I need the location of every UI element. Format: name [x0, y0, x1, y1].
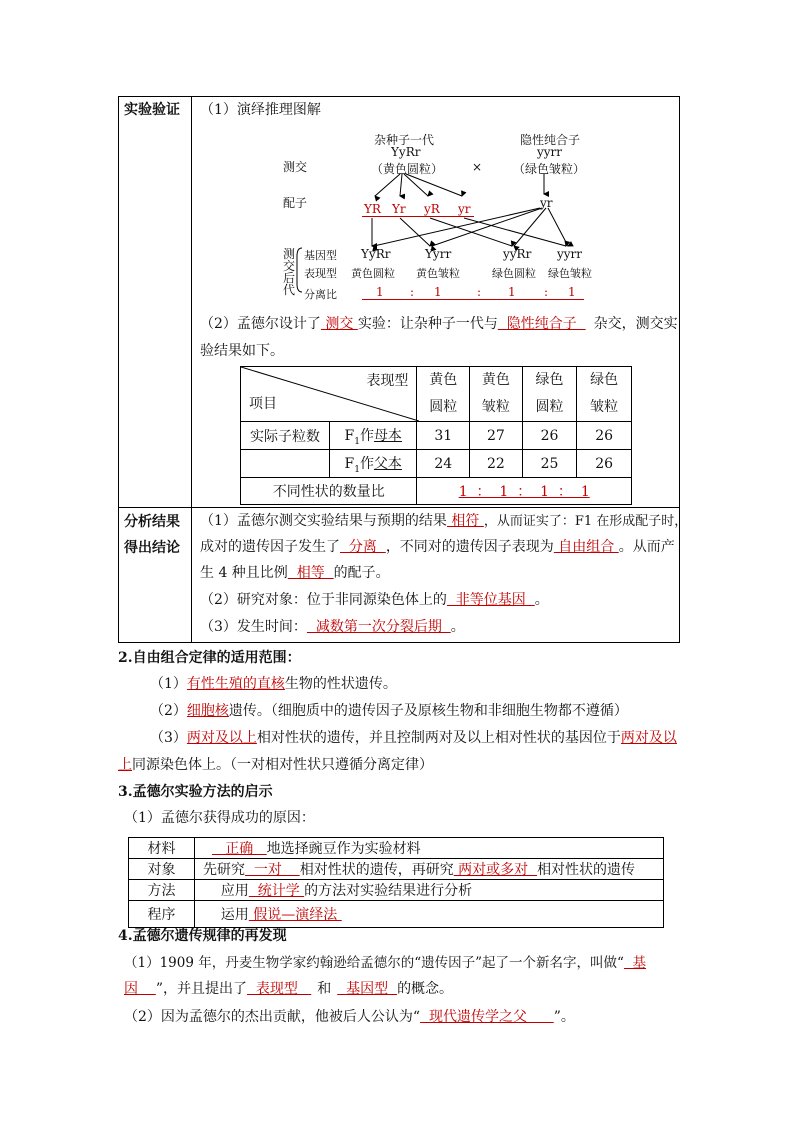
ratio-colon3: : — [544, 285, 549, 299]
verify-sub1: （1）演绎推理图解 — [200, 102, 321, 118]
s4-l1-a: （1）1909 年，丹麦生物学家约翰逊给孟德尔的“遗传因子”起了一个新名字，叫做“ — [124, 955, 624, 971]
ratio-1c: 1 — [508, 285, 516, 299]
gamete-yr2: Yr — [392, 202, 406, 216]
s2-l1-u: 有性生殖的直核 — [186, 676, 285, 692]
parent1-pheno: （黄色圆粒） — [371, 162, 444, 176]
s4-l2-b: 和 — [317, 981, 332, 997]
ratio-colon1: : — [410, 285, 415, 299]
parent2-pheno: （绿色皱粒） — [513, 162, 586, 176]
m-label-2: 方法 — [129, 880, 195, 901]
offspring-side: 测交后代 — [283, 247, 296, 297]
r1c3: 26 — [522, 422, 577, 450]
conc-p1-l1 — [200, 510, 687, 530]
row2-sub — [241, 450, 416, 477]
col4-a: 绿色 — [590, 372, 619, 388]
m2-a: 应用 — [203, 883, 249, 899]
p1-u1: 相符 — [446, 513, 484, 529]
parent2-geno: yyrr — [537, 145, 563, 159]
s4-l2-u3: 基因型 — [337, 981, 398, 997]
m-row-2 — [195, 880, 664, 901]
m3-a: 运用 — [203, 907, 249, 923]
off3-pheno: 绿色圆粒 — [492, 267, 536, 280]
col-green-wrinkled — [577, 367, 632, 422]
s4-l3 — [124, 1006, 575, 1026]
p1-u3: 自由组合 — [553, 539, 619, 555]
gamete-p2: yr — [540, 196, 553, 210]
s4-l1 — [124, 951, 646, 971]
s4-l3-b: ”。 — [553, 1009, 575, 1025]
cross-arrows — [0, 0, 794, 320]
results-header-corner — [241, 367, 417, 422]
ratio-underline — [362, 299, 584, 300]
p2-a: （2）研究对象：位于非同源染色体上的 — [200, 592, 447, 608]
verify-label: 实验验证 — [124, 102, 180, 118]
actual-row-cell — [241, 422, 417, 450]
ratio-colon2: : — [477, 285, 482, 299]
m-label-3: 程序 — [129, 901, 195, 928]
p1-u4: 相等 — [287, 565, 334, 581]
col3-b: 圆粒 — [535, 399, 564, 415]
m-label-0: 材料 — [129, 838, 195, 859]
s4-title: 4.孟德尔遗传规律的再发现 — [118, 928, 287, 944]
results-table — [240, 366, 632, 505]
s2-l2 — [150, 700, 628, 720]
s3-title: 3.孟德尔实验方法的启示 — [118, 784, 273, 800]
row2-sub-num: 1 — [354, 464, 360, 475]
r2c4: 26 — [577, 450, 632, 478]
s2-l4-u: 上 — [118, 757, 132, 773]
gamete-yr3: yR — [424, 202, 440, 216]
s2-l3 — [150, 727, 677, 747]
row1-sub: 1 — [354, 436, 360, 447]
sub2-line2: 验结果如下。 — [200, 343, 284, 359]
parent2-name: 隐性纯合子 — [520, 133, 581, 147]
conc-p2 — [200, 589, 549, 609]
m-row-0 — [195, 838, 664, 859]
p1-e: 。从而产 — [618, 539, 675, 555]
conclusion-label1: 分析结果 — [124, 514, 180, 530]
sub2-blank2: 隐性纯合子 — [497, 316, 586, 332]
p3-b: 。 — [450, 619, 465, 635]
row2-f: F — [344, 455, 355, 472]
s2-l3-u1: 两对及以上 — [186, 730, 257, 746]
col1-b: 圆粒 — [429, 399, 458, 415]
r1c1: 31 — [417, 422, 470, 450]
m1-c: 相对性状的遗传 — [537, 862, 636, 878]
p2-b: 。 — [534, 592, 549, 608]
m1-a: 先研究 — [203, 862, 245, 878]
main-table-row-divider — [118, 507, 680, 508]
m0-b: 地选择豌豆作为实验材料 — [266, 841, 421, 857]
col-green-round — [522, 367, 577, 422]
ratio-1a: 1 — [376, 285, 384, 299]
ratio-1d: 1 — [568, 285, 576, 299]
s2-l1-b: 生物的性状遗传。 — [284, 676, 397, 692]
parent1-geno: YyRr — [391, 145, 421, 159]
off4-geno: yyrr — [557, 247, 583, 261]
p1-g: 的配子。 — [333, 565, 390, 581]
s2-l2-u: 细胞核 — [186, 703, 229, 719]
actual-sub — [241, 422, 416, 449]
s2-l4-c: 同源染色体上。（一对相对性状只遵循分离定律） — [132, 757, 433, 773]
r1c4: 26 — [577, 422, 632, 450]
row1-mother: 母本 — [373, 427, 402, 444]
m3-u: 假说—演绎法 — [248, 907, 342, 923]
row2-label — [330, 450, 417, 477]
off2-pheno: 黄色皱粒 — [416, 267, 460, 280]
sub2-b: 实验：让杂种子一代与 — [357, 316, 498, 332]
m1-u2: 两对或多对 — [453, 862, 538, 878]
geno-label: 基因型 — [304, 249, 337, 262]
m0-a — [203, 841, 212, 857]
conc-p3 — [200, 616, 465, 636]
r2c2: 22 — [470, 450, 523, 478]
row2-cell — [241, 450, 417, 478]
r1c2: 27 — [470, 422, 523, 450]
m-label-1: 对象 — [129, 859, 195, 880]
p2-u: 非等位基因 — [446, 592, 535, 608]
s4-l3-u: 现代遗传学之父 — [420, 1009, 554, 1025]
row2-blank — [241, 450, 330, 477]
r2c1: 24 — [417, 450, 470, 478]
s2-l3-b: 相对性状的遗传，并且控制两对及以上相对性状的基因位于 — [256, 730, 621, 746]
cross-label: 测交 — [283, 160, 308, 174]
row1-label — [330, 422, 417, 449]
s2-l2-a: （2） — [150, 703, 187, 719]
m1-u: 一对 — [245, 862, 300, 878]
off1-pheno: 黄色圆粒 — [351, 267, 395, 280]
p1-d: ，不同对的遗传因子表现为 — [385, 539, 554, 555]
parent1-name: 杂种子一代 — [374, 133, 435, 147]
col3-a: 绿色 — [535, 372, 564, 388]
cross-sign: × — [472, 160, 483, 174]
s2-l3-u2: 两对及以 — [620, 730, 677, 746]
col1-a: 黄色 — [429, 372, 458, 388]
s4-l2-a: ”，并且提出了 — [155, 981, 247, 997]
s4-l2-c: 的概念。 — [397, 981, 454, 997]
p1-b: ，从而证实了：F1 在形成配子时， — [483, 514, 688, 529]
m-row-3 — [195, 901, 664, 928]
ratio-1b: 1 — [434, 285, 442, 299]
s4-l2-u1: 因 — [124, 981, 156, 997]
methods-table — [128, 837, 664, 928]
conc-p1-l3 — [200, 562, 390, 582]
p1-u2: 分离 — [340, 539, 386, 555]
s2-l2-b: 遗传。（细胞质中的遗传因子及原核生物和非细胞生物都不遵循） — [228, 703, 628, 719]
col-yellow-round — [417, 367, 470, 422]
col4-b: 皱粒 — [590, 399, 619, 415]
col2-a: 黄色 — [481, 372, 510, 388]
ratio-row-label: 不同性状的数量比 — [241, 478, 417, 505]
row1-f: F — [344, 427, 355, 444]
m0-u: 正确 — [211, 841, 267, 857]
p1-c: 成对的遗传因子发生了 — [200, 539, 340, 555]
s4-l1-u: 基 — [623, 955, 647, 971]
s4-l3-a: （2）因为孟德尔的杰出贡献，他被后人公认为“ — [124, 1009, 421, 1025]
m2-u: 统计学 — [248, 883, 305, 899]
off4-pheno: 绿色皱粒 — [548, 267, 592, 280]
ratio-value: 1 ： 1 ： 1 ： 1 — [458, 484, 590, 500]
s2-l1-a: （1） — [150, 676, 187, 692]
s4-l2 — [124, 978, 453, 998]
sub2-a: （2）孟德尔设计了 — [200, 316, 321, 332]
gamete-yr1: YR — [364, 202, 381, 216]
off1-geno: YyRr — [361, 247, 391, 261]
col-yellow-wrinkled — [470, 367, 523, 422]
conclusion-label2: 得出结论 — [124, 540, 180, 556]
s4-l2-u2: 表现型 — [246, 981, 312, 997]
gamete-yr4: yr — [458, 202, 471, 216]
hdr-pheno: 表现型 — [366, 373, 409, 389]
sub2-line1 — [200, 313, 678, 333]
hdr-item: 项目 — [249, 396, 277, 412]
off2-geno: Yyrr — [425, 247, 452, 261]
m2-b: 的方法对实验结果进行分析 — [304, 883, 473, 899]
row1-zuo: 作 — [359, 427, 374, 444]
actual-label: 实际子粒数 — [241, 422, 330, 449]
col2-b: 皱粒 — [481, 399, 510, 415]
s2-title: 2.自由组合定律的适用范围： — [118, 650, 301, 666]
sub2-blank1: 测交 — [320, 316, 358, 332]
pheno-label: 表现型 — [304, 267, 337, 280]
gamete-label: 配子 — [283, 196, 308, 210]
m1-b: 相对性状的遗传，再研究 — [299, 862, 454, 878]
s3-intro: （1）孟德尔获得成功的原因： — [124, 810, 315, 826]
row2-father: 父本 — [373, 455, 402, 472]
off3-geno: yyRr — [503, 247, 532, 261]
ratio-row-value — [417, 478, 632, 505]
s2-l4 — [118, 754, 433, 774]
sub2-c: 杂交，测交实 — [593, 316, 678, 332]
p3-u: 减数第一次分裂后期 — [306, 619, 451, 635]
p3-a: （3）发生时间： — [200, 619, 307, 635]
m-row-1 — [195, 859, 664, 880]
p1-f: 生 4 种且比例 — [200, 565, 288, 581]
s2-l1 — [150, 673, 397, 693]
row2-zuo: 作 — [359, 455, 374, 472]
p1-a: （1）孟德尔测交实验结果与预期的结果 — [200, 513, 447, 529]
s2-l3-a: （3） — [150, 730, 187, 746]
ratio-label: 分离比 — [304, 288, 337, 301]
conc-p1-l2 — [200, 536, 675, 556]
r2c3: 25 — [522, 450, 577, 478]
